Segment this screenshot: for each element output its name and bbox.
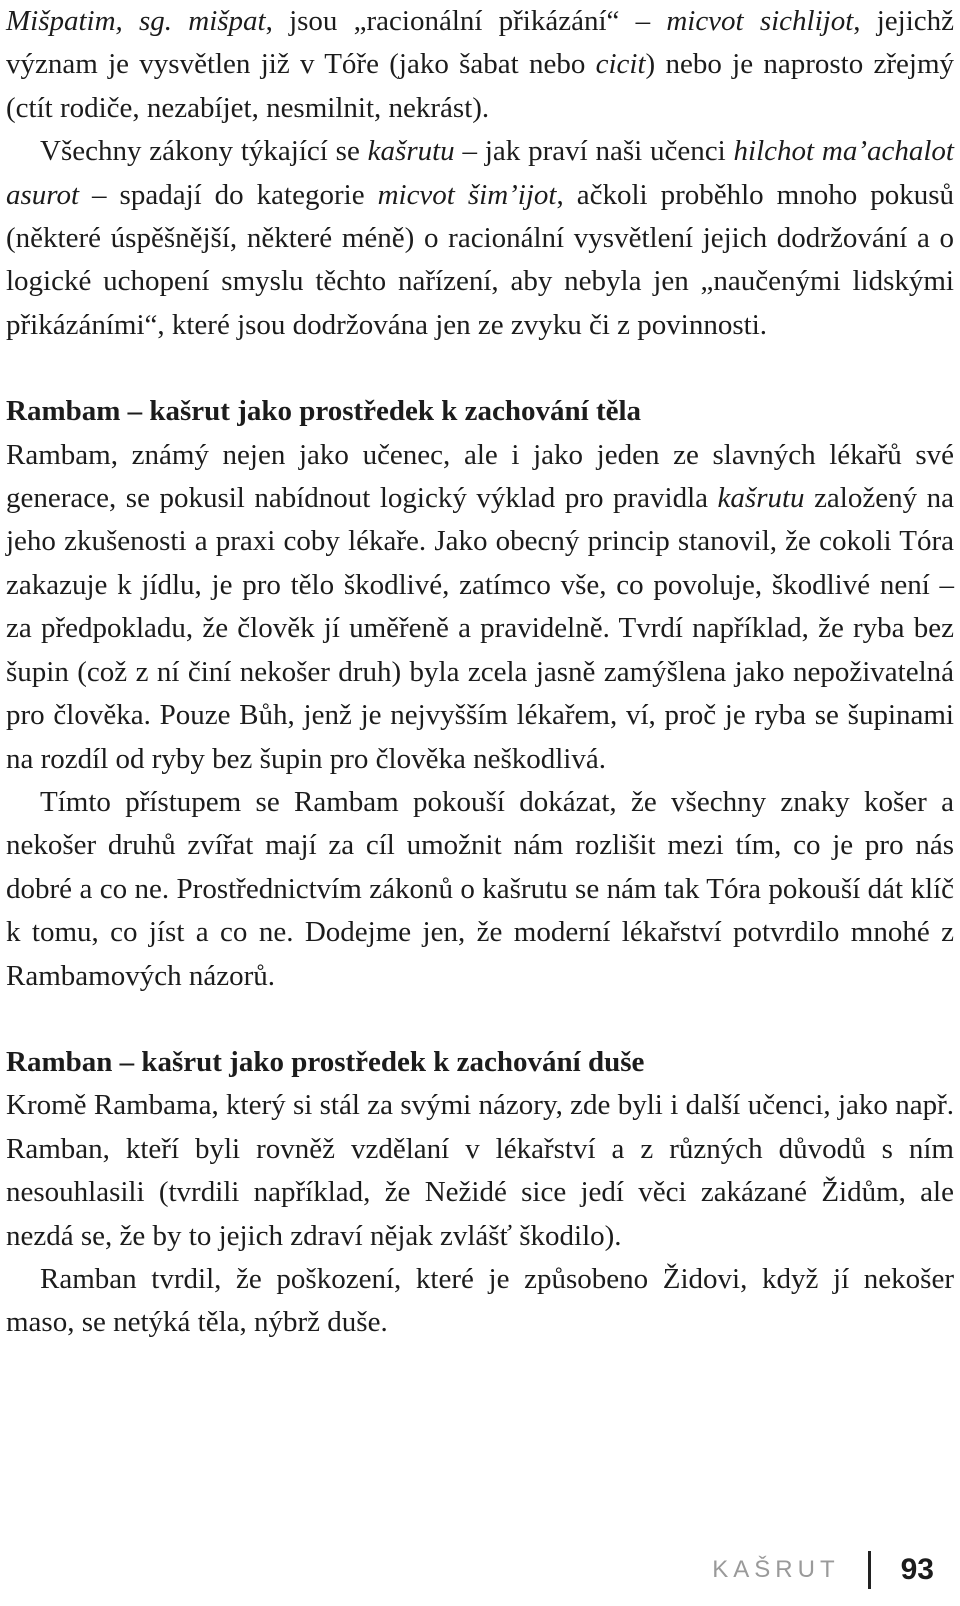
paragraph-rambam-approach: Tímto přístupem se Rambam pokouší dokázat, že všechny znaky košer a nekošer druhů zvířat mají za cíl umožnit nám rozlišit mezi tím, co je pro nás dobré a co ne. Prostřednictvím zákonů o kašrutu se nám tak Tóra pokouší dát klíč k tomu, co jíst a co ne. Dodejme jen, že moderní lékařství potvrdilo mnohé z Rambamových názorů. [6, 785, 954, 992]
text-run: založený na jeho zkušenosti a praxi coby lékaře. Jako obecný princip stanovil, že cokoli Tóra zakazuje k jídlu, je pro tělo škodlivé, zatímco vše, co povoluje, škodlivé není – za předpokladu, že člověk jí uměřeně a pravidelně. Tvrdí například, že ryba bez šupin (což z ní činí nekošer druh) byla zcela jasně zamýšlena jako nepoživatelná pro člověka. Pouze Bůh, jenž je nejvyšším lékařem, ví, proč je ryba se šupinami na rozdíl od ryby bez šupin pro člověka neškodlivá. [6, 482, 954, 775]
footer-divider [868, 1551, 871, 1589]
page-body [6, 0, 954, 1345]
paragraph-rambam [6, 434, 954, 781]
page-footer [712, 1545, 934, 1595]
italic-term: hilchot ma’achalot asurot [6, 135, 954, 211]
italic-term: kašrutu [717, 482, 805, 515]
text-run: , ačkoli proběhlo mnoho pokusů (některé úspěšnější, některé méně) o racionální vysvětlení jejich dodržování a o logické uchopení smyslu těchto nařízení, aby nebyla jen „naučenými lidskými přikázáními“, které jsou dodržována jen ze zvyku či z povinnosti. [6, 178, 954, 341]
section-heading-ramban: Ramban – kašrut jako prostředek k zachování duše [6, 1045, 645, 1078]
paragraph-mispatim [6, 0, 954, 130]
text-run: Rambam, známý nejen jako učenec, ale i jako jeden ze slavných lékařů své generace, se pokusil nabídnout logický výklad pro pravidla [6, 438, 954, 515]
text-run: , jsou „racionální přikázání“ – [265, 5, 667, 37]
italic-term: kašrutu [367, 135, 455, 168]
text-run: – spadají do kategorie [79, 178, 378, 211]
italic-term: Mišpatim, sg. [6, 5, 189, 37]
page-number: 93 [900, 1553, 934, 1586]
running-head: KAŠRUT [712, 1556, 840, 1583]
section-heading-rambam: Rambam – kašrut jako prostředek k zachování těla [6, 395, 642, 428]
text-run: , jejichž význam je vysvětlen již v Tóře (jako šabat nebo [6, 5, 955, 81]
italic-term: micvot sichlijot [666, 5, 854, 37]
italic-term: micvot šim’ijot [377, 178, 557, 211]
section-gap [6, 998, 954, 1041]
paragraph-kasrut-laws [6, 130, 954, 347]
text-run: ) nebo je naprosto zřejmý (ctít rodiče, nezabíjet, nesmilnit, nekrást). [6, 48, 955, 124]
italic-term: mišpat [188, 5, 266, 37]
italic-term: cicit [595, 48, 646, 81]
paragraph-ramban: Kromě Rambama, který si stál za svými názory, zde byli i další učenci, jako např. Ramban, kteří byli rovněž vzdělaní v lékařství a z různých důvodů s ním nesouhlasili (tvrdili například, že Nežidé sice jedí věci zakázané Židům, ale nezdá se, že by to jejich zdraví nějak zvlášť škodilo). [6, 1089, 954, 1252]
paragraph-ramban-claim: Ramban tvrdil, že poškození, které je způsobeno Židovi, když jí nekošer maso, se netýká těla, nýbrž duše. [6, 1262, 954, 1339]
text-run: – jak praví naši učenci [454, 135, 734, 168]
section-gap [6, 347, 954, 390]
text-run: Všechny zákony týkající se [40, 135, 368, 168]
